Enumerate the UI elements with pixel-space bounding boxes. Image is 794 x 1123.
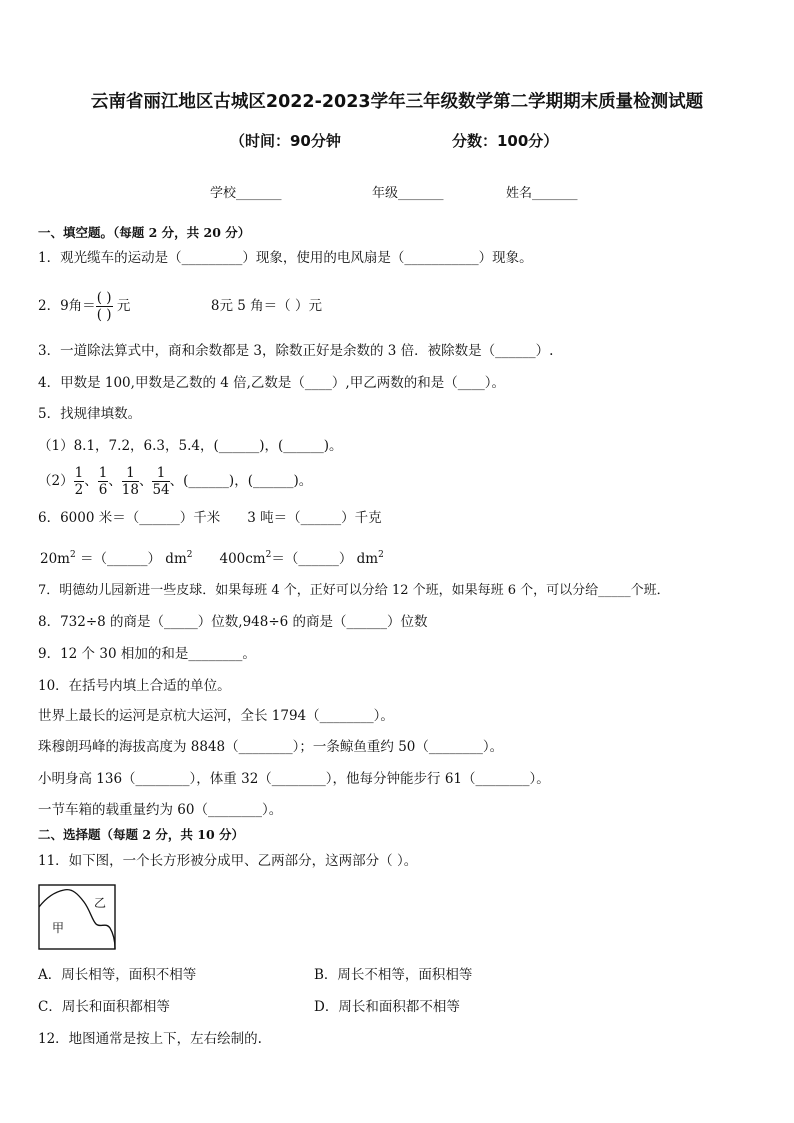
question-11: 11．如下图，一个长方形被分成甲、乙两部分，这两部分（ ）。	[38, 853, 418, 869]
question-10-item-b: 珠穆朗玛峰的海拔高度为 8848（________）；一条鲸鱼重约 50（________）。	[38, 739, 504, 755]
question-10-item-d: 一节车箱的载重量约为 60（________）。	[38, 802, 283, 818]
question-8: 8．732÷8 的商是（_____）位数,948÷6 的商是（______）位数	[38, 614, 428, 630]
school-field: 学校_______	[210, 186, 282, 201]
region-yi-label: 乙	[94, 896, 107, 910]
fraction-denominator: 54	[152, 482, 170, 498]
question-4: 4．甲数是 100,甲数是乙数的 4 倍,乙数是（____）,甲乙两数的和是（____）。	[38, 375, 505, 391]
grade-field: 年级_______	[372, 186, 444, 201]
q5-2-prefix: （2）	[38, 473, 74, 489]
fraction-numerator: 1	[152, 465, 169, 482]
q5-2-suffix: 、(______)，(______)。	[169, 473, 313, 489]
q5-2-fraction	[122, 465, 139, 498]
question-12: 12．地图通常是按上下，左右绘制的.	[38, 1031, 262, 1047]
question-5-part-2: （2） $\frac{1}{2}$ 、 $\frac{1}{6}$ 、 $\frac{1}{18}$ 、 $\frac{1}{54}$ 、(______)，(______)。	[38, 465, 313, 498]
q6-part: 400cm	[192, 551, 266, 567]
fraction-numerator: 1	[122, 465, 139, 482]
fraction-denominator: 6	[98, 482, 108, 498]
name-field: 姓名_______	[506, 186, 578, 201]
region-jia-label: 甲	[52, 921, 65, 935]
q2-second-part: 8元 5 角＝（ ）元	[210, 298, 322, 314]
q2-fraction-numerator: ( )	[96, 290, 112, 306]
fraction-denominator: 18	[121, 482, 139, 498]
section-2-heading: 二、选择题（每题 2 分，共 10 分）	[38, 827, 245, 842]
question-10-item-c: 小明身高 136（________），体重 32（________），他每分钟能步行 61（________）。	[38, 771, 550, 787]
q6-part: 20m	[40, 551, 70, 567]
total-score: 分数：100分）	[452, 132, 559, 150]
q6-part: ＝（______） dm	[271, 551, 379, 567]
fraction-numerator: 1	[98, 465, 108, 481]
question-7: 7．明德幼儿园新进一些皮球．如果每班 4 个，正好可以分给 12 个班，如果每班 6 个，可以分给_____个班．	[38, 583, 670, 598]
q6-exponent: 2	[378, 550, 384, 560]
q2-unit: 元	[116, 298, 131, 314]
question-2	[38, 286, 322, 326]
question-5-part-1: （1）8.1，7.2，6.3，5.4，(______)，(______)。	[38, 438, 343, 454]
page-title: 云南省丽江地区古城区2022-2023学年三年级数学第二学期期末质量检测试题	[90, 92, 704, 112]
q6-exponent: 2	[69, 550, 76, 560]
q2-fraction	[96, 290, 113, 323]
fraction-denominator: 2	[74, 482, 84, 498]
option-d: D．周长和面积都不相等	[314, 999, 460, 1015]
q2-fraction-denominator: ( )	[96, 307, 112, 323]
question-10-item-a: 世界上最长的运河是京杭大运河，全长 1794（________）。	[38, 708, 394, 724]
question-10: 10．在括号内填上合适的单位。	[38, 678, 231, 694]
rectangle-figure	[38, 884, 116, 950]
q5-2-fraction	[74, 465, 85, 498]
question-6-line-1: 6．6000 米＝（______）千米 3 吨＝（______）千克	[38, 510, 382, 526]
question-5: 5．找规律填数。	[38, 406, 142, 422]
q5-2-fraction	[152, 465, 169, 498]
question-9: 9．12 个 30 相加的和是________。	[38, 646, 256, 662]
section-1-heading: 一、填空题。（每题 2 分，共 20 分）	[38, 225, 251, 240]
option-b: B．周长不相等，面积相等	[314, 967, 473, 983]
fraction-numerator: 1	[74, 465, 84, 481]
time-limit: （时间：90分钟	[230, 132, 341, 150]
question-6-line-2	[40, 546, 384, 568]
question-1: 1．观光缆车的运动是（_________）现象，使用的电风扇是（___________）现象。	[38, 250, 533, 266]
q6-exponent: 2	[186, 550, 193, 560]
option-a: A．周长相等，面积不相等	[38, 967, 197, 983]
q6-exponent: 2	[265, 550, 272, 560]
option-c: C．周长和面积都相等	[38, 999, 170, 1015]
q2-prefix: 2．9角＝	[38, 298, 96, 314]
question-3: 3．一道除法算式中，商和余数都是 3，除数正好是余数的 3 倍．被除数是（______）.	[38, 343, 554, 359]
q5-2-fraction	[98, 465, 109, 498]
q6-part: ＝（______） dm	[75, 551, 187, 567]
